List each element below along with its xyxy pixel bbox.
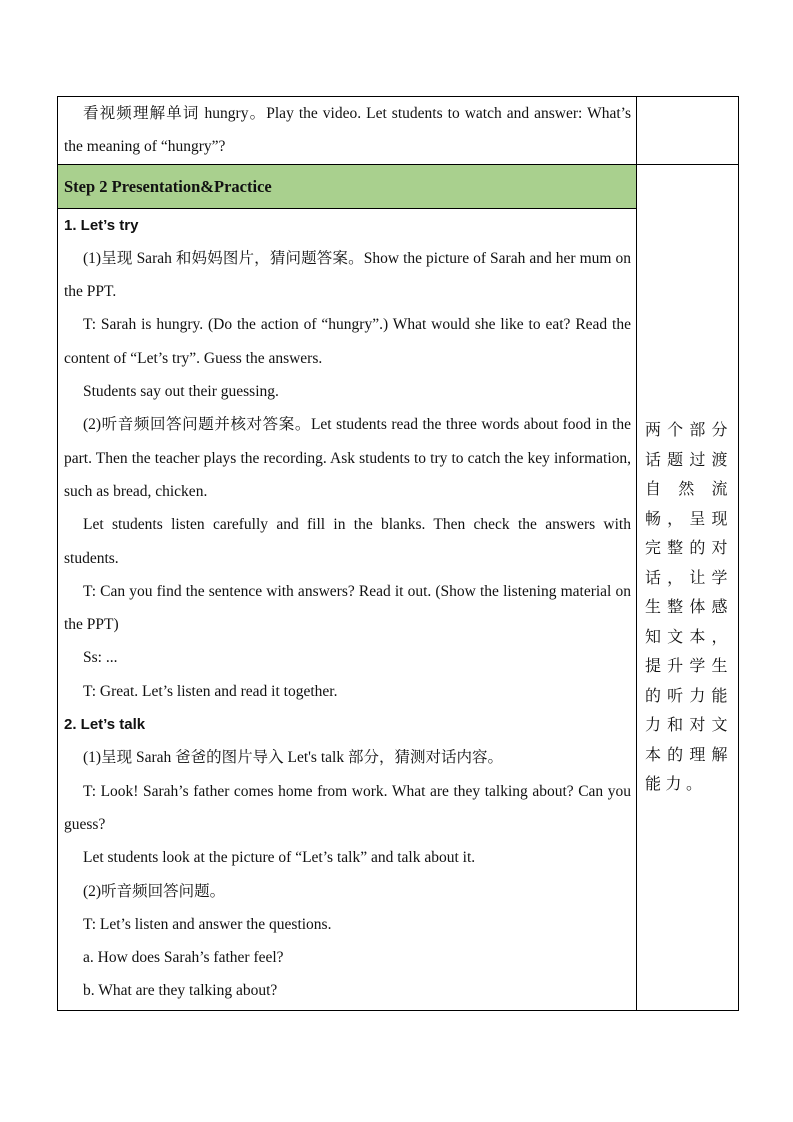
lets-try-line: (2)听音频回答问题并核对答案。Let students read the three words about food in the part. Then the teacher plays the recording. Ask students to try to catch the key information, such as bread, chicken. — [64, 416, 631, 500]
intro-text: 看视频理解单词 hungry。Play the video. Let students to watch and answer: What’s the meaning of “hungry”? — [64, 105, 631, 156]
lets-try-line: T: Can you find the sentence with answers? Read it out. (Show the listening material on the PPT) — [64, 582, 631, 634]
lets-talk-line: Let students look at the picture of “Let’s talk” and talk about it. — [83, 849, 476, 867]
step-cell — [58, 164, 637, 1010]
remark-text: 两个部分话题过渡自然流畅，呈现完整的对话，让学生整体感知文本，提升学生的听力能力和对文本的理解能力。 — [645, 420, 732, 794]
remark-cell — [637, 164, 739, 1010]
lets-talk-line: T: Let’s listen and answer the questions. — [83, 915, 332, 933]
lets-talk-line: b. What are they talking about? — [83, 982, 278, 1000]
lets-talk-line: (1)呈现 Sarah 爸爸的图片导入 Let's talk 部分，猜测对话内容。 — [83, 749, 503, 767]
step-body — [58, 208, 636, 1010]
lets-talk-line: a. How does Sarah’s father feel? — [83, 949, 284, 967]
lets-try-line: Students say out their guessing. — [83, 383, 279, 401]
intro-remark-cell — [637, 97, 739, 165]
lets-talk-line: (2)听音频回答问题。 — [83, 882, 226, 900]
step-row — [58, 164, 739, 1010]
lets-try-line: (1)呈现 Sarah 和妈妈图片，猜问题答案。Show the picture of Sarah and her mum on the PPT. — [64, 249, 631, 301]
lesson-plan-table — [57, 96, 739, 1011]
step-title: Step 2 Presentation&Practice — [58, 165, 636, 208]
lets-try-line: T: Great. Let’s listen and read it together. — [83, 682, 338, 700]
lets-try-line: T: Sarah is hungry. (Do the action of “hungry”.) What would she like to eat? Read the content of “Let’s try”. Guess the answers. — [64, 316, 631, 367]
lets-talk-line: T: Look! Sarah’s father comes home from work. What are they talking about? Can you guess? — [64, 782, 631, 833]
lets-try-line: Ss: ... — [83, 649, 118, 667]
lets-try-line: Let students listen carefully and fill in the blanks. Then check the answers with students. — [64, 516, 631, 567]
lets-talk-heading: 2. Let’s talk — [64, 716, 146, 734]
intro-row — [58, 97, 739, 165]
intro-cell — [58, 97, 637, 165]
lets-try-heading: 1. Let’s try — [64, 216, 139, 234]
